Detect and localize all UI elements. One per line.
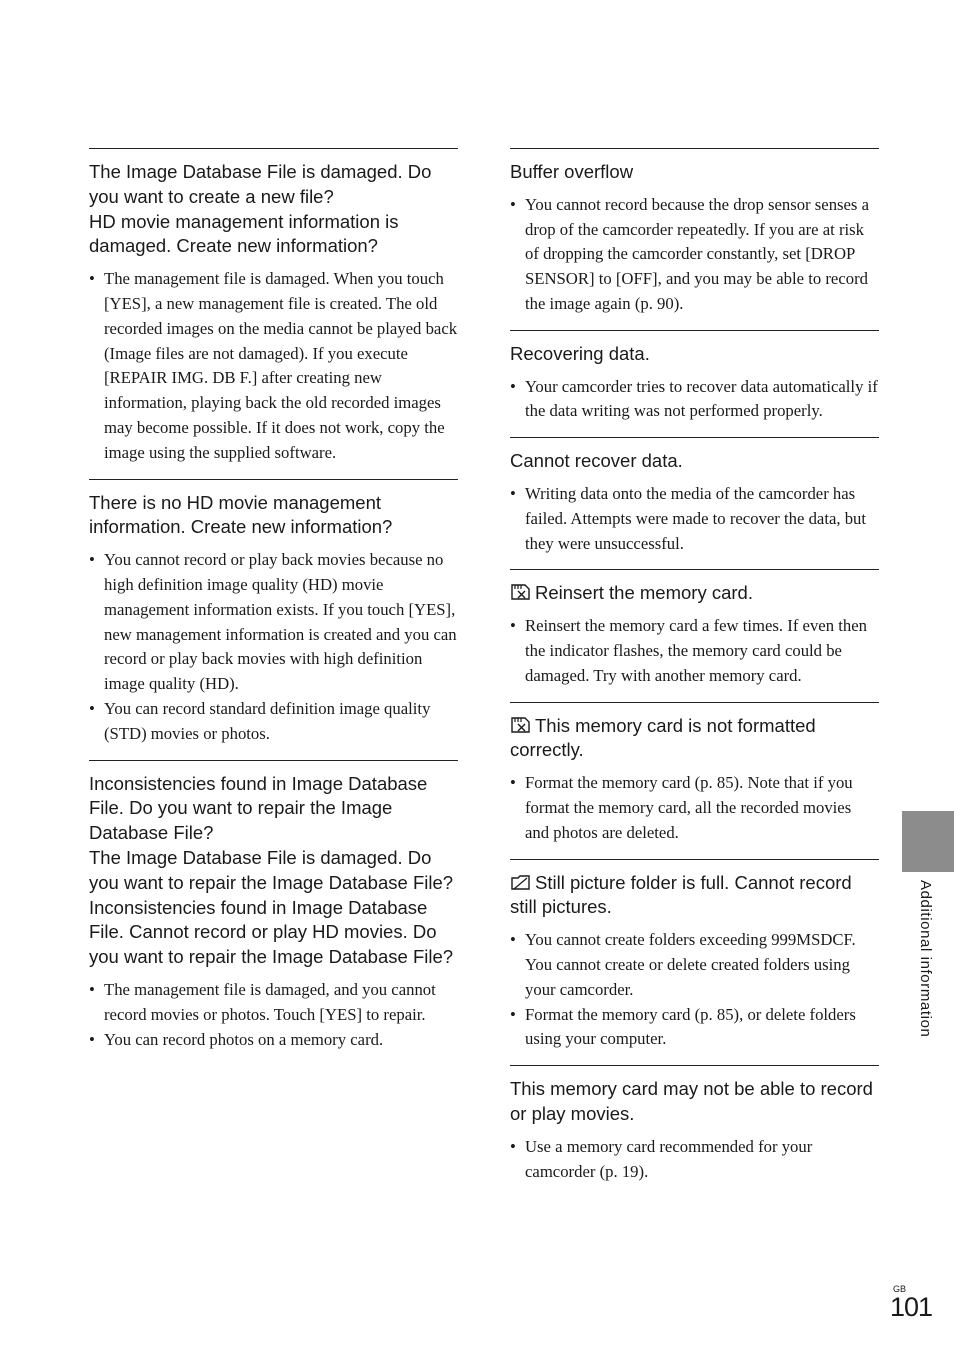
heading-line: HD movie management information is damaged. Create new information? — [89, 210, 399, 257]
message-heading — [510, 1077, 879, 1127]
section-side-label: Additional information — [917, 880, 934, 1038]
bullet-item: • Reinsert the memory card a few times. If even then the indicator flashes, the memory card could be damaged. Try with another memory card. — [510, 614, 879, 688]
bullet-list — [89, 978, 458, 1052]
message-section — [510, 148, 879, 330]
heading-line: Inconsistencies found in Image Database File. Do you want to repair the Image Database File? — [89, 772, 428, 844]
section-tab-marker — [902, 811, 954, 872]
left-column — [89, 148, 458, 1065]
bullet-item: • The management file is damaged. When you touch [YES], a new management file is created. The old recorded images on the media cannot be played back (Image files are not damaged). If you execute [REPAIR IMG. DB F.] after creating new information, playing back the old recorded images may become possible. If it does not work, copy the image using the supplied software. — [89, 267, 458, 465]
heading-line: Reinsert the memory card. — [535, 582, 753, 604]
message-heading — [510, 160, 879, 185]
bullet-list — [510, 482, 879, 556]
heading-line: Inconsistencies found in Image Database File. Cannot record or play HD movies. Do you want to repair the Image Database File? — [89, 896, 454, 968]
bullet-item: • You cannot create folders exceeding 999MSDCF. You cannot create or delete created folders using your camcorder. — [510, 928, 879, 1002]
message-section — [89, 760, 458, 1066]
heading-line: The Image Database File is damaged. Do you want to repair the Image Database File? — [89, 846, 454, 893]
message-section — [89, 479, 458, 760]
heading-line: Cannot recover data. — [510, 450, 683, 472]
folder-full-icon — [510, 872, 532, 888]
bullet-list — [510, 375, 879, 425]
right-column — [510, 148, 879, 1197]
bullet-item: • You cannot record because the drop sensor senses a drop of the camcorder repeatedly. If you are at risk of dropping the camcorder constantly, set [DROP SENSOR] to [OFF], and you may be able to record the image again (p. 90). — [510, 193, 879, 317]
message-heading — [510, 342, 879, 367]
bullet-list — [510, 193, 879, 317]
message-heading — [89, 772, 458, 970]
heading-line: Still picture folder is full. Cannot record still pictures. — [510, 871, 852, 918]
bullet-list — [510, 928, 879, 1052]
bullet-list — [89, 548, 458, 746]
heading-line: Recovering data. — [510, 342, 650, 364]
bullet-item: • Format the memory card (p. 85). Note that if you format the memory card, all the recorded movies and photos are deleted. — [510, 771, 879, 845]
memory-card-warning-icon — [510, 715, 532, 731]
page-region-code: GB — [893, 1284, 907, 1294]
bullet-item: • Format the memory card (p. 85), or delete folders using your computer. — [510, 1003, 879, 1053]
message-section — [510, 859, 879, 1066]
heading-line: Buffer overflow — [510, 161, 634, 182]
heading-line: This memory card may not be able to record or play movies. — [510, 1078, 873, 1124]
bullet-item: • You can record standard definition image quality (STD) movies or photos. — [89, 697, 458, 747]
message-heading — [510, 714, 879, 764]
heading-line: There is no HD movie management information. Create new information? — [89, 491, 393, 538]
message-section — [510, 1065, 879, 1197]
bullet-item: • Use a memory card recommended for your camcorder (p. 19). — [510, 1135, 879, 1185]
message-heading — [510, 871, 879, 921]
message-section — [510, 437, 879, 569]
bullet-item: • Your camcorder tries to recover data automatically if the data writing was not performed properly. — [510, 375, 879, 425]
message-section — [510, 569, 879, 701]
heading-line: The Image Database File is damaged. Do you want to create a new file? — [89, 161, 432, 207]
message-section — [89, 148, 458, 479]
bullet-item: • You can record photos on a memory card. — [89, 1028, 458, 1053]
message-heading — [510, 581, 879, 606]
message-section — [510, 702, 879, 859]
bullet-list — [510, 771, 879, 845]
bullet-item: • Writing data onto the media of the camcorder has failed. Attempts were made to recover the data, but they were unsuccessful. — [510, 482, 879, 556]
bullet-list — [510, 1135, 879, 1185]
page-number: 101 — [890, 1292, 933, 1322]
message-section — [510, 330, 879, 437]
bullet-list — [510, 614, 879, 688]
bullet-item: • The management file is damaged, and you cannot record movies or photos. Touch [YES] to repair. — [89, 978, 458, 1028]
message-heading — [510, 449, 879, 474]
message-heading — [89, 160, 458, 259]
bullet-list — [89, 267, 458, 465]
heading-line: This memory card is not formatted correctly. — [510, 714, 816, 761]
bullet-item: • You cannot record or play back movies because no high definition image quality (HD) movie management information exists. If you touch [YES], new management information is created and you can record or play back movies with high definition image quality (HD). — [89, 548, 458, 697]
memory-card-warning-icon — [510, 582, 532, 598]
message-heading — [89, 491, 458, 541]
